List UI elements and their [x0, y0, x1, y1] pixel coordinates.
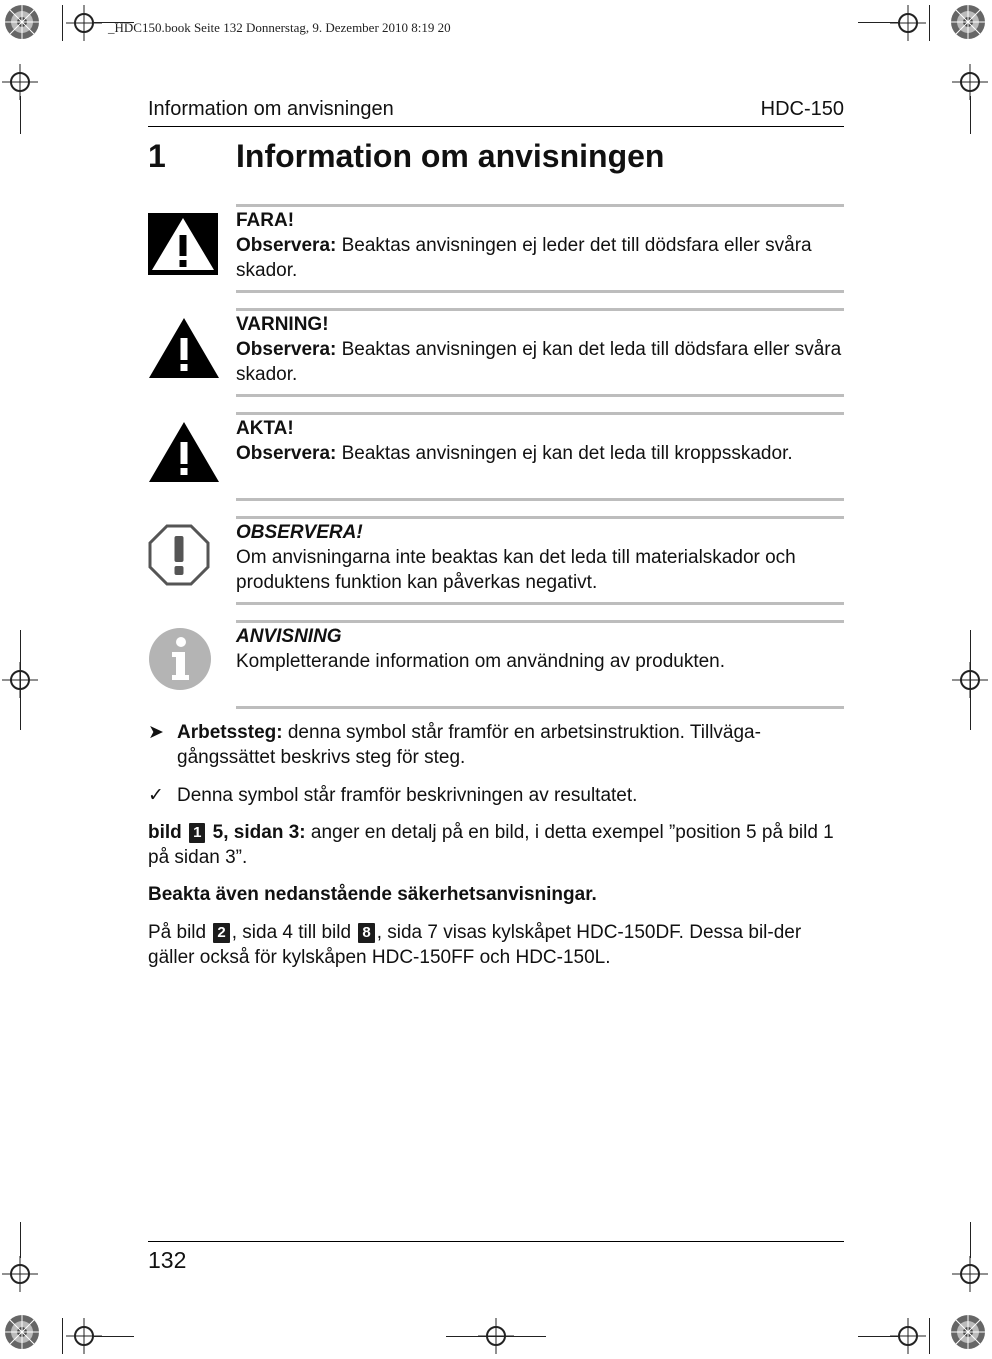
crop-line — [970, 1222, 971, 1258]
registration-mark-icon — [949, 3, 987, 41]
notice-text: Beaktas anvisningen ej leder det till dödsfara eller svåra skador. — [236, 235, 812, 281]
step-description — [177, 720, 844, 770]
notice-octagon-icon — [148, 524, 210, 586]
figure-prefix: bild — [148, 822, 182, 843]
crop-line — [446, 1336, 546, 1337]
registration-mark-icon — [3, 1313, 41, 1351]
notice-text: Beaktas anvisningen ej kan det leda till dödsfara eller svåra skador. — [236, 339, 842, 385]
figure-key-badge: 1 — [189, 823, 205, 843]
notice-heading: OBSERVERA! — [236, 522, 363, 543]
crop-line — [20, 1222, 21, 1258]
notice-danger — [148, 204, 844, 294]
crosshair-mark-icon — [2, 1256, 38, 1292]
crop-line — [62, 1318, 63, 1354]
notice-warning — [148, 308, 844, 398]
notice-label: Observera: — [236, 339, 337, 360]
notice-heading: ANVISNING — [236, 626, 342, 647]
result-description: Denna symbol står framför beskrivningen av resultatet. — [177, 785, 638, 806]
crop-line — [20, 96, 21, 134]
page-number: 132 — [148, 1247, 187, 1273]
crosshair-mark-icon — [66, 5, 102, 41]
danger-warning-icon — [148, 213, 218, 275]
figure-label: 5, sidan 3: — [207, 822, 306, 843]
crop-line — [858, 1336, 898, 1337]
crop-line — [20, 630, 21, 730]
notice-text: Om anvisningarna inte beaktas kan det leda till materialskador och produktens funktion kan påverkas negativt. — [236, 547, 796, 593]
figure-key-badge: 2 — [213, 923, 229, 943]
crosshair-mark-icon — [2, 64, 38, 100]
registration-mark-icon — [3, 3, 41, 41]
figure-note-text: På bild — [148, 922, 212, 943]
footer-rule — [148, 1241, 844, 1242]
chapter-number: 1 — [148, 138, 166, 174]
arrow-right-icon: ➤ — [148, 722, 164, 743]
header-rule — [148, 126, 844, 127]
print-info: _HDC150.book Seite 132 Donnerstag, 9. Dezember 2010 8:19 20 — [108, 20, 451, 35]
warning-triangle-icon — [148, 316, 220, 380]
header-model: HDC-150 — [760, 98, 844, 120]
crop-line — [970, 96, 971, 134]
crop-line — [62, 5, 63, 41]
crop-line — [94, 1336, 134, 1337]
notice-text: Kompletterande information om användning av produkten. — [236, 651, 726, 672]
figure-key-badge: 8 — [358, 923, 374, 943]
figure-note-text: , sida 7 visas kylskåpet HDC-150DF. Dessa bil-der gäller också för kylskåpen HDC-150FF och HDC-150L. — [148, 922, 802, 968]
step-text: denna symbol står framför en arbetsinstruktion. Tillväga-gångssättet beskrivs steg för steg. — [177, 722, 761, 768]
notice-label: Observera: — [236, 235, 337, 256]
notice-text: Beaktas anvisningen ej kan det leda till kroppsskador. — [336, 443, 793, 464]
figure-note — [148, 920, 844, 970]
notice-heading: AKTA! — [236, 418, 294, 439]
crop-line — [970, 630, 971, 730]
header-section-title: Information om anvisningen — [148, 98, 394, 120]
registration-mark-icon — [949, 1313, 987, 1351]
notice-heading: VARNING! — [236, 314, 329, 335]
notice-label: Observera: — [236, 443, 337, 464]
figure-reference-description — [148, 820, 844, 870]
crosshair-mark-icon — [952, 1256, 988, 1292]
notice-info — [148, 620, 844, 712]
crop-line — [929, 5, 930, 41]
page-title: Information om anvisningen — [236, 138, 665, 174]
crosshair-mark-icon — [890, 5, 926, 41]
figure-note-text: , sida 4 till bild — [231, 922, 357, 943]
step-label: Arbetssteg: — [177, 722, 283, 743]
safety-note: Beakta även nedanstående säkerhetsanvisningar. — [148, 884, 597, 905]
notice-heading: FARA! — [236, 210, 295, 231]
notice-observe — [148, 516, 844, 606]
crosshair-mark-icon — [952, 64, 988, 100]
checkmark-icon: ✓ — [148, 785, 164, 806]
crop-line — [858, 22, 898, 23]
crop-line — [929, 1318, 930, 1354]
figure-text: anger en detalj på en bild, i detta exempel ”position 5 på bild 1 på sidan 3”. — [148, 822, 834, 868]
info-circle-icon — [148, 627, 212, 691]
caution-triangle-icon — [148, 420, 220, 484]
notice-caution — [148, 412, 844, 502]
